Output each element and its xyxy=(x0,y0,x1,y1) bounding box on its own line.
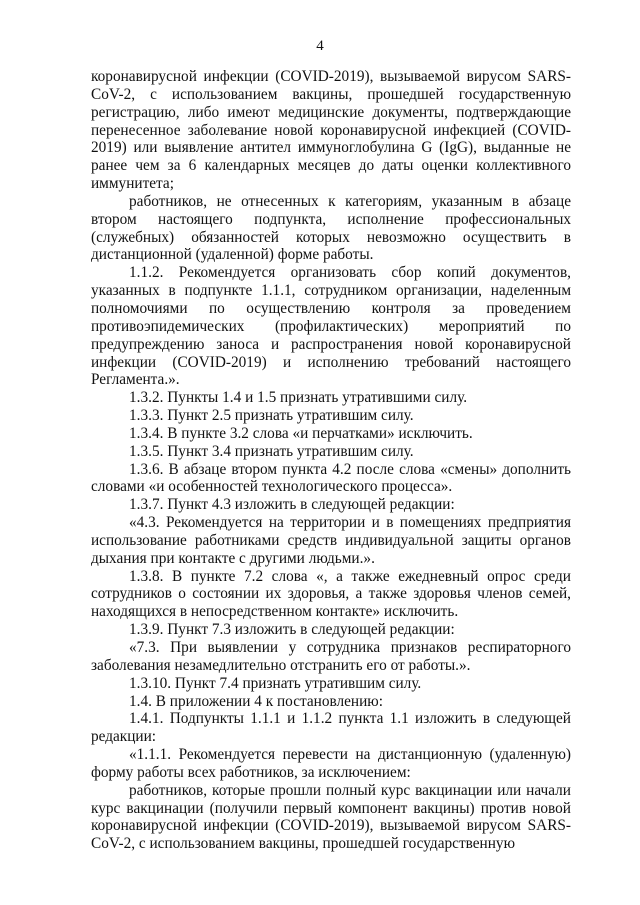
paragraph-7-3-quote: «7.3. При выявлении у сотрудника признаков респираторного заболевания незамедлительно отстранить его от работы.». xyxy=(91,639,571,674)
paragraph-1-4: 1.4. В приложении 4 к постановлению: xyxy=(129,692,383,710)
page-number: 4 xyxy=(316,38,324,54)
paragraph-1-3-5: 1.3.5. Пункт 3.4 признать утратившим силу. xyxy=(129,442,414,460)
paragraph-1-3-10: 1.3.10. Пункт 7.4 признать утратившим силу. xyxy=(129,674,422,692)
paragraph-1-3-9: 1.3.9. Пункт 7.3 изложить в следующей редакции: xyxy=(129,621,455,639)
paragraph-1-3-8: 1.3.8. В пункте 7.2 слова «, а также ежедневный опрос среди сотрудников о состоянии их здоровья, а также здоровья членов семей, находящихся в непосредственном контакте» исключить. xyxy=(91,567,571,621)
paragraph-4-3-quote: «4.3. Рекомендуется на территории и в помещениях предприятия использование работниками средств индивидуальной защиты органов дыхания при контакте с другими людьми.». xyxy=(91,514,571,567)
paragraph-1-3-2: 1.3.2. Пункты 1.4 и 1.5 признать утратившими силу. xyxy=(129,389,468,407)
document-body xyxy=(91,68,571,853)
paragraph-1-3-7: 1.3.7. Пункт 4.3 изложить в следующей редакции: xyxy=(129,496,455,514)
paragraph-1-1-2: 1.1.2. Рекомендуется организовать сбор копий документов, указанных в подпункте 1.1.1, сотрудником организации, наделенным полномочиями по осуществлению контроля за проведением противоэпидемических (профилактических) мероприятий по предупреждению заноса и распространения новой коронавирусной инфекции (COVID-2019) и исполнению требований настоящего Регламента.». xyxy=(91,264,571,389)
paragraph-workers-not-in-categories: работников, не отнесенных к категориям, указанным в абзаце втором настоящего подпункта, исполнение профессиональных (служебных) обязанностей которых невозможно осуществить в дистанционной (удаленной) форме работы. xyxy=(91,192,571,264)
paragraph-continuation-vaccinated: коронавирусной инфекции (COVID-2019), вызываемой вирусом SARS-CoV-2, с использованием вакцины, прошедшей государственную регистрацию, либо имеют медицинские документы, подтверждающие перенесенное заболевание новой коронавирусной инфекцией (COVID-2019) или выявление антител иммуноглобулина G (IgG), выданные не ранее чем за 6 календарных месяцев до даты оценки коллективного иммунитета; xyxy=(91,68,571,193)
paragraph-1-3-3: 1.3.3. Пункт 2.5 признать утратившим силу. xyxy=(129,407,414,425)
paragraph-1-3-4: 1.3.4. В пункте 3.2 слова «и перчатками» исключить. xyxy=(129,424,473,442)
paragraph-workers-vaccinated: работников, которые прошли полный курс вакцинации или начали курс вакцинации (получили первый компонент вакцины) против новой коронавирусной инфекции (COVID-2019), вызываемой вирусом SARS-CoV-2, с использованием вакцины, прошедшей государственную xyxy=(91,781,571,853)
paragraph-1-3-6: 1.3.6. В абзаце втором пункта 4.2 после слова «смены» дополнить словами «и особенностей технологического процесса». xyxy=(91,460,571,496)
paragraph-1-1-1-quote: «1.1.1. Рекомендуется перевести на дистанционную (удаленную) форму работы всех работников, за исключением: xyxy=(91,746,571,781)
paragraph-1-4-1: 1.4.1. Подпункты 1.1.1 и 1.1.2 пункта 1.1 изложить в следующей редакции: xyxy=(91,710,571,746)
